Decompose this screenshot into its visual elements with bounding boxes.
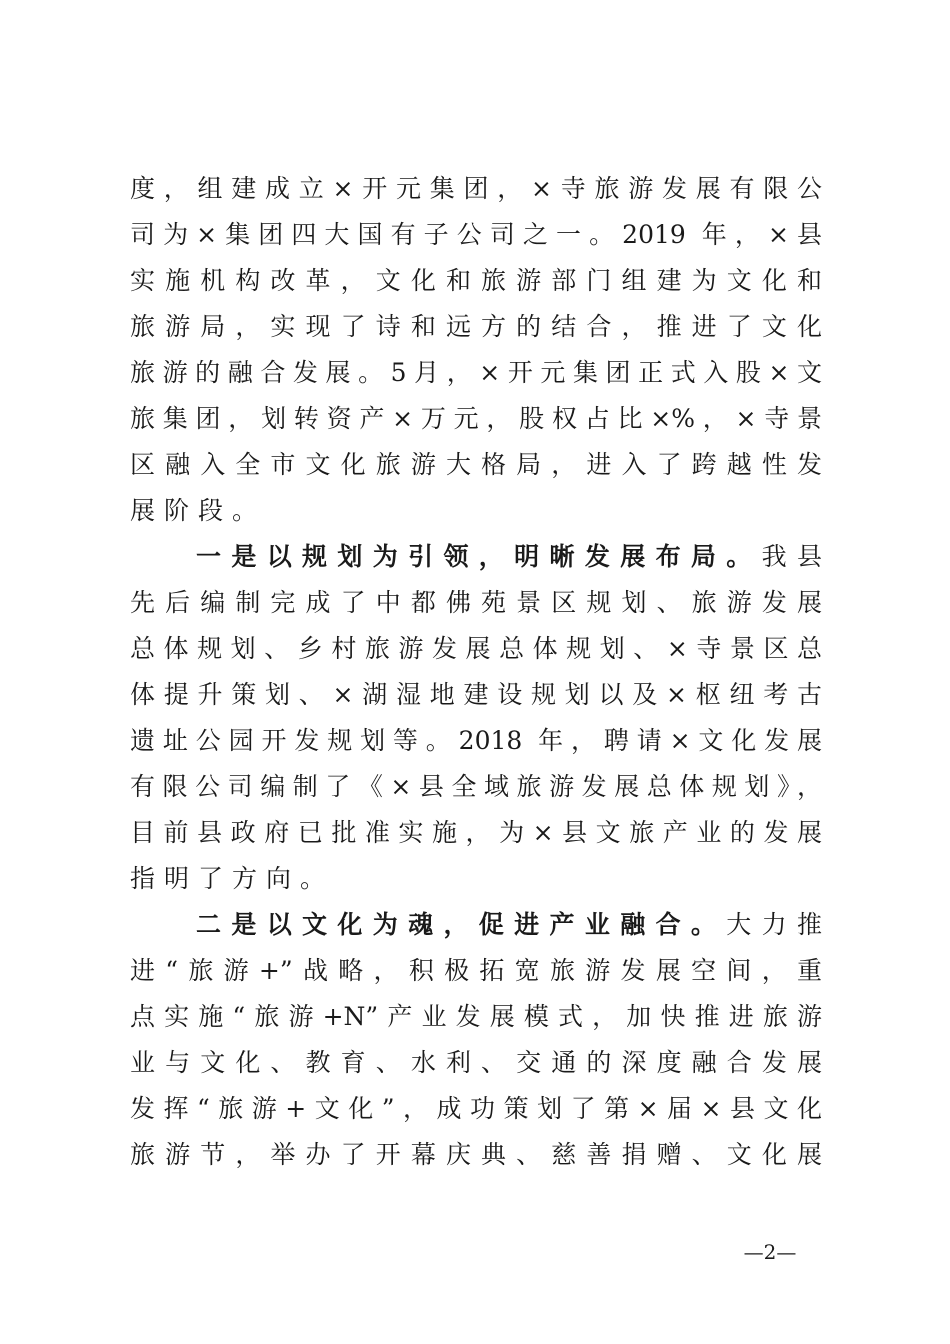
text-line: 进“旅游+”战略，积极拓宽旅游发展空间，重 [130, 956, 822, 985]
text-line: 区融入全市文化旅游大格局，进入了跨越性发 [130, 450, 822, 479]
text-line: 展阶段。 [130, 496, 267, 525]
text-line: 度，组建成立×开元集团，×寺旅游发展有限公 [130, 174, 822, 203]
text-line: 发挥“旅游+文化”，成功策划了第×届×县文化 [130, 1094, 822, 1123]
text-line: 旅集团，划转资产×万元，股权占比×%，×寺景 [130, 404, 822, 433]
text-line: 点实施“旅游+N”产业发展模式，加快推进旅游 [130, 1002, 822, 1031]
text-line [130, 534, 822, 580]
paragraph-1 [130, 166, 822, 534]
text-line: 有限公司编制了《×县全域旅游发展总体规划》， [130, 772, 822, 801]
paragraph-2 [130, 534, 822, 902]
text-line [130, 902, 822, 948]
text-line: 旅游的融合发展。5月，×开元集团正式入股×文 [130, 358, 822, 387]
text-line: 旅游局，实现了诗和远方的结合，推进了文化 [130, 312, 822, 341]
text-line: 指明了方向。 [130, 864, 335, 893]
text-line: 体提升策划、×湖湿地建设规划以及×枢纽考古 [130, 680, 822, 709]
text-line: 业与文化、教育、水利、交通的深度融合发展 [130, 1048, 822, 1077]
text-line: 司为×集团四大国有子公司之一。2019 年，×县 [130, 220, 822, 249]
text-line: 目前县政府已批准实施，为×县文旅产业的发展 [130, 818, 822, 847]
page-number: —2— [743, 1240, 797, 1264]
text-line: 总体规划、乡村旅游发展总体规划、×寺景区总 [130, 634, 822, 663]
paragraph-3 [130, 902, 822, 1178]
text-line: 实施机构改革，文化和旅游部门组建为文化和 [130, 266, 822, 295]
heading-followup-text: 大力推 [726, 910, 822, 939]
paragraph-heading: 二是以文化为魂，促进产业融合。 [196, 910, 727, 939]
paragraph-heading: 一是以规划为引领，明晰发展布局。 [196, 542, 762, 571]
text-line: 旅游节，举办了开幕庆典、慈善捐赠、文化展 [130, 1140, 822, 1169]
heading-followup-text: 我县 [761, 542, 822, 571]
text-line: 遗址公园开发规划等。2018 年，聘请×文化发展 [130, 726, 822, 755]
text-line: 先后编制完成了中都佛苑景区规划、旅游发展 [130, 588, 822, 617]
document-body [130, 166, 822, 1178]
